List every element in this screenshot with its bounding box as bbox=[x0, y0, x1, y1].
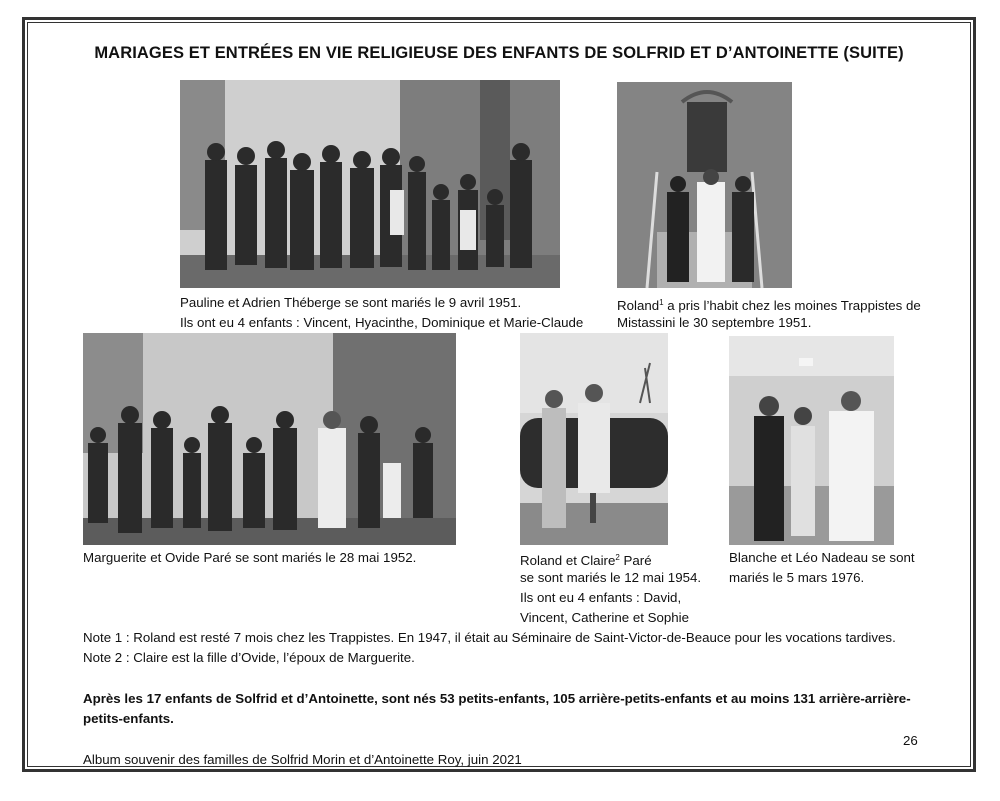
caption-roland-claire-line3: Ils ont eu 4 enfants : David, bbox=[520, 590, 682, 605]
caption-roland-claire-line2: se sont mariés le 12 mai 1954. bbox=[520, 570, 702, 585]
photo-marguerite-wedding bbox=[83, 333, 456, 545]
note-1: Note 1 : Roland est resté 7 mois chez les Trappistes. En 1947, il était au Séminaire de Saint-Victor-de-Beauce pour les vocations tardives. bbox=[83, 630, 896, 645]
caption-roland-habit-line2: Mistassini le 30 septembre 1951. bbox=[617, 315, 812, 330]
page-footer: Album souvenir des familles de Solfrid Morin et d’Antoinette Roy, juin 2021 bbox=[83, 752, 522, 767]
photo-roland-trappist bbox=[617, 82, 792, 288]
photo-pauline-wedding bbox=[180, 80, 560, 288]
caption-pauline-line2: Ils ont eu 4 enfants : Vincent, Hyacinthe, Dominique et Marie-Claude bbox=[180, 315, 584, 330]
photo-roland-claire-wedding bbox=[520, 333, 668, 545]
caption-roland-claire-names: Roland et Claire bbox=[520, 553, 616, 568]
page-number: 26 bbox=[903, 733, 918, 748]
caption-pauline-line1: Pauline et Adrien Théberge se sont mariés le 9 avril 1951. bbox=[180, 295, 522, 310]
descendants-summary: Après les 17 enfants de Solfrid et d’Antoinette, sont nés 53 petits-enfants, 105 arrière-petits-enfants et au moins 131 arrière-arrière-petits-enfants. bbox=[83, 691, 911, 726]
page-title: MARIAGES ET ENTRÉES EN VIE RELIGIEUSE DES ENFANTS DE SOLFRID ET D’ANTOINETTE (SUITE) bbox=[94, 44, 904, 62]
caption-roland-claire-surname: Paré bbox=[619, 553, 652, 568]
caption-roland-claire-line4: Vincent, Catherine et Sophie bbox=[520, 610, 690, 625]
caption-blanche-line1: Blanche et Léo Nadeau se sont bbox=[729, 550, 915, 565]
footnote-ref-1: 1 bbox=[659, 298, 664, 307]
caption-blanche-line2: mariés le 5 mars 1976. bbox=[729, 570, 865, 585]
caption-marguerite: Marguerite et Ovide Paré se sont mariés le 28 mai 1952. bbox=[83, 550, 417, 565]
caption-roland-habit-rest: a pris l’habit chez les moines Trappistes de bbox=[663, 298, 921, 313]
note-2: Note 2 : Claire est la fille d’Ovide, l’époux de Marguerite. bbox=[83, 650, 415, 665]
caption-roland-name: Roland bbox=[617, 298, 660, 313]
photo-blanche-leo-wedding bbox=[729, 336, 894, 545]
footnote-ref-2: 2 bbox=[615, 553, 620, 562]
